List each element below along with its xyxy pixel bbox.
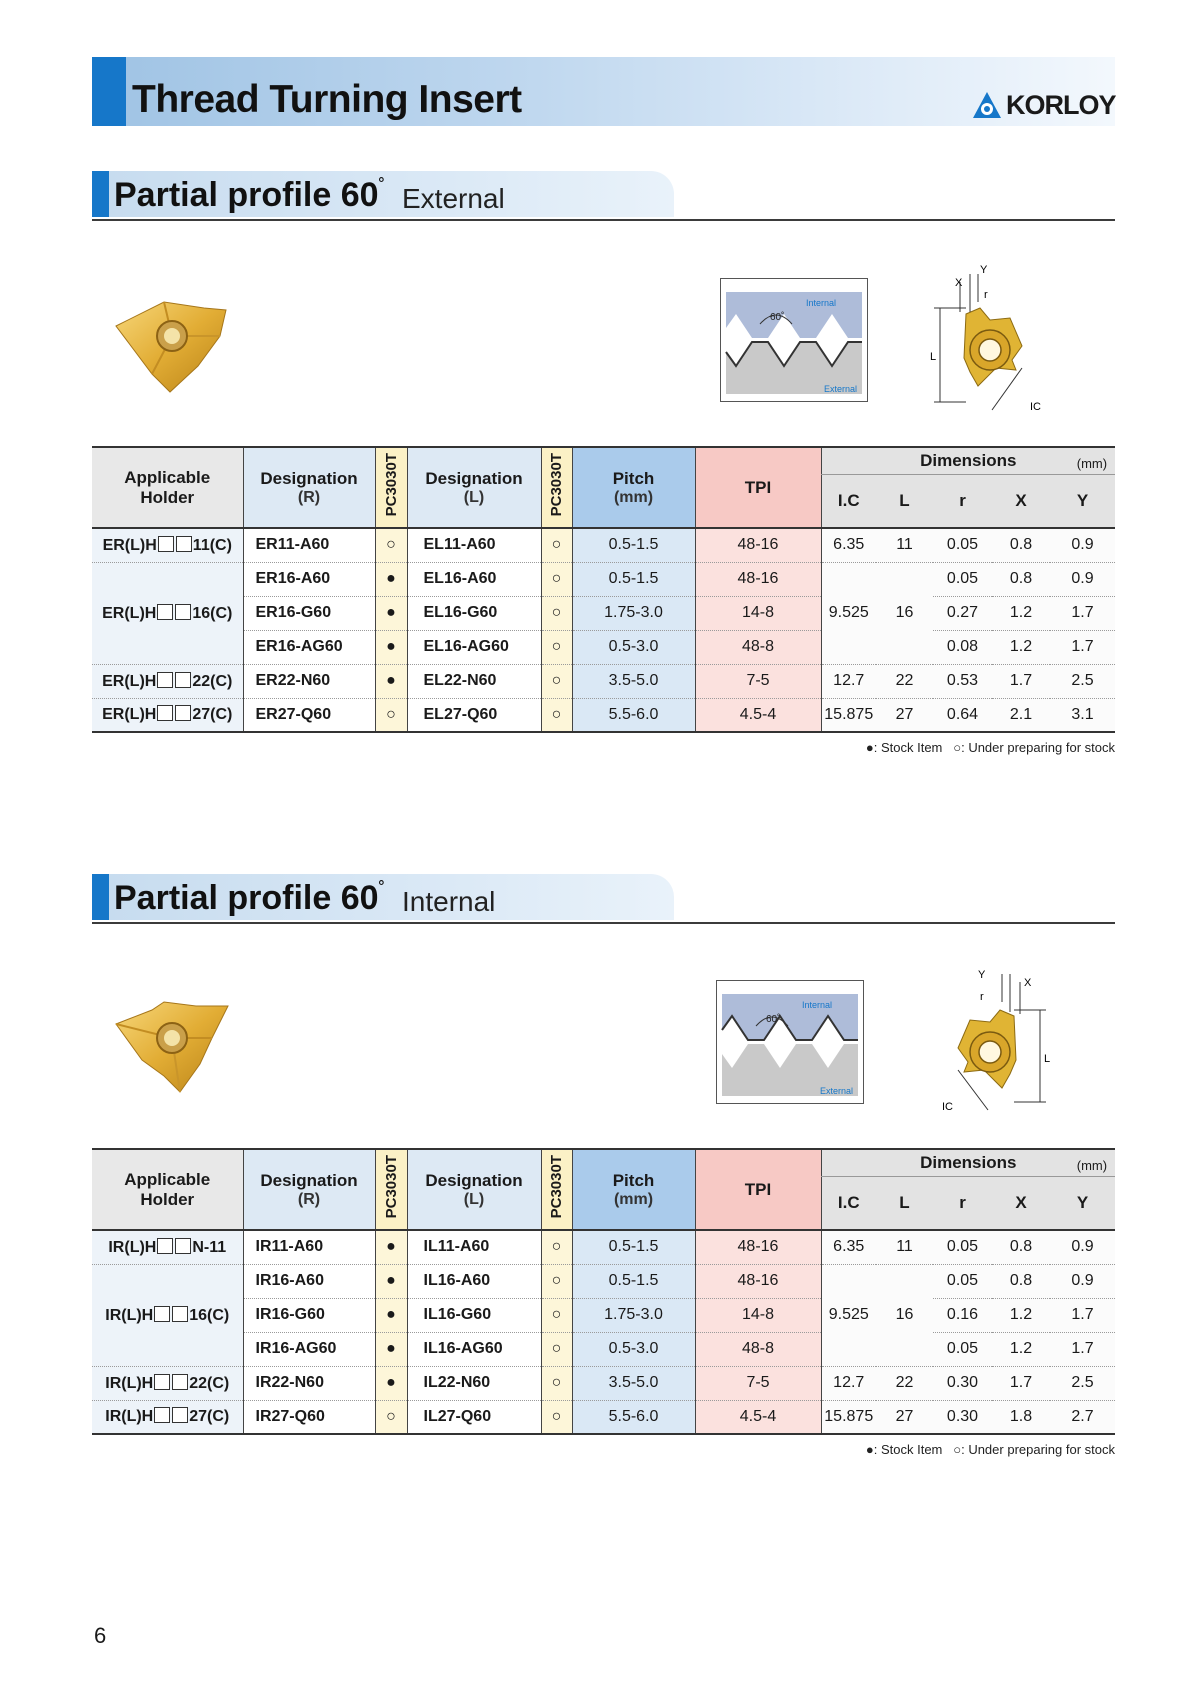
table-cell: 1.7	[1050, 1332, 1115, 1366]
table-row	[92, 698, 1115, 732]
stock-label: : Stock Item	[873, 740, 943, 755]
col-ic: I.C	[821, 1177, 876, 1231]
table-cell: 0.9	[1050, 1264, 1115, 1298]
angle-label: 60˚	[766, 1014, 781, 1025]
holder-cell: IR(L)H 16(C)	[92, 1264, 243, 1366]
section-heading	[114, 176, 385, 215]
table-cell: 6.35	[821, 1230, 876, 1264]
table-row	[92, 1332, 1115, 1366]
table-cell: 1.7	[992, 664, 1050, 698]
table-cell: 0.05	[933, 528, 992, 562]
table-cell: 0.05	[933, 562, 992, 596]
table-cell: IL16-A60	[407, 1264, 541, 1298]
table-cell: 16	[876, 1264, 933, 1366]
table-cell: 0.9	[1050, 1230, 1115, 1264]
table-cell: EL16-G60	[407, 596, 541, 630]
table-cell: IL16-G60	[407, 1298, 541, 1332]
table-cell: 4.5-4	[695, 1400, 821, 1434]
table-row	[92, 562, 1115, 596]
table-cell: 0.53	[933, 664, 992, 698]
table-cell: ○	[375, 698, 407, 732]
table-cell: ●	[375, 562, 407, 596]
table-cell: 0.5-3.0	[572, 630, 695, 664]
table-cell: 0.8	[992, 562, 1050, 596]
holder-cell: ER(L)H 16(C)	[92, 562, 243, 664]
table-cell: IR16-AG60	[243, 1332, 375, 1366]
col-holder: Applicable Holder	[92, 447, 243, 528]
table-cell: IL11-A60	[407, 1230, 541, 1264]
table-cell: 0.27	[933, 596, 992, 630]
table-cell: 3.5-5.0	[572, 664, 695, 698]
table-cell: 0.9	[1050, 528, 1115, 562]
table-cell: 3.1	[1050, 698, 1115, 732]
table-cell: 0.5-3.0	[572, 1332, 695, 1366]
table-cell: ●	[375, 1264, 407, 1298]
prep-label: : Under preparing for stock	[961, 1442, 1115, 1457]
table-cell: 48-16	[695, 1264, 821, 1298]
table-cell: 0.05	[933, 1230, 992, 1264]
table-row	[92, 1264, 1115, 1298]
table-cell: IR27-Q60	[243, 1400, 375, 1434]
thread-diagram-external	[720, 278, 868, 402]
table-cell: IR16-A60	[243, 1264, 375, 1298]
dim-label-y: Y	[980, 264, 988, 276]
table-cell: 0.08	[933, 630, 992, 664]
table-cell: 2.5	[1050, 1366, 1115, 1400]
table-cell: 0.5-1.5	[572, 1264, 695, 1298]
table-cell: EL27-Q60	[407, 698, 541, 732]
insert-photo-internal	[112, 998, 230, 1098]
internal-label: Internal	[806, 298, 837, 308]
col-tpi: TPI	[695, 447, 821, 528]
table-cell: EL22-N60	[407, 664, 541, 698]
table-cell: ER16-AG60	[243, 630, 375, 664]
table-cell: 0.64	[933, 698, 992, 732]
table-cell: 16	[876, 562, 933, 664]
table-cell: ER16-A60	[243, 562, 375, 596]
table-cell: 11	[876, 1230, 933, 1264]
table-cell: 12.7	[821, 1366, 876, 1400]
col-l: L	[876, 475, 933, 529]
table-cell: ○	[541, 630, 572, 664]
table-cell: ●	[375, 1298, 407, 1332]
col-y: Y	[1050, 1177, 1115, 1231]
col-x: X	[992, 475, 1050, 529]
holder-cell: ER(L)H 27(C)	[92, 698, 243, 732]
prep-label: : Under preparing for stock	[961, 740, 1115, 755]
holder-cell: ER(L)H 22(C)	[92, 664, 243, 698]
col-y: Y	[1050, 475, 1115, 529]
korloy-logo-icon	[972, 91, 1002, 119]
table-cell: 48-16	[695, 562, 821, 596]
table-cell: ER22-N60	[243, 664, 375, 698]
table-cell: 11	[876, 528, 933, 562]
table-cell: 15.875	[821, 1400, 876, 1434]
col-designation-l: Designation (L)	[407, 1149, 541, 1230]
external-label: External	[820, 1086, 854, 1096]
table-cell: ●	[375, 664, 407, 698]
table-cell: EL16-A60	[407, 562, 541, 596]
col-dimensions: Dimensions (mm)	[821, 447, 1115, 475]
table-cell: ○	[541, 1230, 572, 1264]
internal-label: Internal	[802, 1000, 833, 1010]
table-cell: ER27-Q60	[243, 698, 375, 732]
table-cell: EL16-AG60	[407, 630, 541, 664]
table-row	[92, 1230, 1115, 1264]
section-external-title	[92, 171, 1115, 221]
dim-label-l: L	[930, 351, 937, 363]
unit-label: (mm)	[1076, 456, 1108, 471]
stock-icon: ●	[865, 1442, 874, 1457]
holder-cell: IR(L)H 22(C)	[92, 1366, 243, 1400]
col-grade-l: PC3030T	[541, 1149, 572, 1230]
table-cell: 0.05	[933, 1264, 992, 1298]
table-row	[92, 1400, 1115, 1434]
dim-label-l: L	[1044, 1053, 1051, 1065]
degree-mark: ˚	[378, 879, 386, 902]
table-row	[92, 1366, 1115, 1400]
table-cell: ●	[375, 1366, 407, 1400]
table-row	[92, 596, 1115, 630]
col-tpi: TPI	[695, 1149, 821, 1230]
table-cell: 0.8	[992, 1230, 1050, 1264]
table-cell: 48-16	[695, 528, 821, 562]
col-grade-r: PC3030T	[375, 447, 407, 528]
table-cell: 48-8	[695, 630, 821, 664]
table-cell: 1.7	[1050, 596, 1115, 630]
holder-cell: IR(L)H 27(C)	[92, 1400, 243, 1434]
insert-dimension-drawing-external	[920, 262, 1060, 414]
table-cell: 1.2	[992, 630, 1050, 664]
prep-icon: ○	[953, 740, 962, 755]
table-cell: ○	[375, 1400, 407, 1434]
external-label: External	[824, 384, 858, 394]
spec-table-external	[92, 446, 1115, 733]
table-cell: ○	[541, 1298, 572, 1332]
page-number: 6	[94, 1623, 107, 1648]
table-cell: IL22-N60	[407, 1366, 541, 1400]
insert-photo-external	[112, 296, 230, 396]
table-cell: 15.875	[821, 698, 876, 732]
table-cell: 1.2	[992, 596, 1050, 630]
table-cell: ○	[541, 1400, 572, 1434]
dim-label-r: r	[980, 991, 984, 1003]
table-cell: 1.8	[992, 1400, 1050, 1434]
col-r: r	[933, 475, 992, 529]
table-cell: 4.5-4	[695, 698, 821, 732]
table-cell: 48-8	[695, 1332, 821, 1366]
table-cell: 2.5	[1050, 664, 1115, 698]
table-cell: 1.75-3.0	[572, 1298, 695, 1332]
table-cell: IL16-AG60	[407, 1332, 541, 1366]
table-cell: ○	[375, 528, 407, 562]
col-grade-l: PC3030T	[541, 447, 572, 528]
table-cell: 2.7	[1050, 1400, 1115, 1434]
stock-icon: ●	[865, 740, 874, 755]
col-pitch: Pitch (mm)	[572, 1149, 695, 1230]
section-bar	[92, 171, 109, 217]
table-cell: 1.7	[992, 1366, 1050, 1400]
section-bar	[92, 874, 109, 920]
unit-label: (mm)	[1076, 1158, 1108, 1173]
table-cell: 2.1	[992, 698, 1050, 732]
table-cell: IR11-A60	[243, 1230, 375, 1264]
col-ic: I.C	[821, 475, 876, 529]
insert-dimension-drawing-internal	[920, 962, 1060, 1114]
table-cell: 1.2	[992, 1332, 1050, 1366]
degree-mark: ˚	[378, 176, 386, 199]
col-designation-l: Designation (L)	[407, 447, 541, 528]
col-r: r	[933, 1177, 992, 1231]
col-pitch: Pitch (mm)	[572, 447, 695, 528]
section-heading	[114, 879, 385, 918]
table-cell: 7-5	[695, 664, 821, 698]
table-cell: ●	[375, 1230, 407, 1264]
table-cell: IR22-N60	[243, 1366, 375, 1400]
table-cell: 48-16	[695, 1230, 821, 1264]
col-l: L	[876, 1177, 933, 1231]
section-subtitle: Internal	[402, 886, 496, 917]
col-dimensions: Dimensions (mm)	[821, 1149, 1115, 1177]
table-cell: IR16-G60	[243, 1298, 375, 1332]
table-cell: 14-8	[695, 1298, 821, 1332]
section-internal-title	[92, 874, 1115, 924]
table-cell: IL27-Q60	[407, 1400, 541, 1434]
table-row	[92, 664, 1115, 698]
table-cell: ○	[541, 1264, 572, 1298]
legend-internal	[866, 1442, 1115, 1457]
holder-cell: ER(L)H 11(C)	[92, 528, 243, 562]
col-holder: Applicable Holder	[92, 1149, 243, 1230]
table-cell: 1.7	[1050, 1298, 1115, 1332]
table-cell: 0.8	[992, 528, 1050, 562]
table-cell: 12.7	[821, 664, 876, 698]
table-cell: ○	[541, 698, 572, 732]
table-cell: 0.8	[992, 1264, 1050, 1298]
spec-table-internal	[92, 1148, 1115, 1435]
table-cell: 0.5-1.5	[572, 562, 695, 596]
dim-label-y: Y	[978, 969, 986, 981]
dim-label-x: X	[955, 277, 963, 289]
table-cell: ○	[541, 1366, 572, 1400]
angle-label: 60˚	[770, 312, 785, 323]
stock-label: : Stock Item	[873, 1442, 943, 1457]
table-cell: 22	[876, 664, 933, 698]
table-cell: 0.05	[933, 1332, 992, 1366]
table-cell: 0.16	[933, 1298, 992, 1332]
table-row	[92, 528, 1115, 562]
table-cell: ER16-G60	[243, 596, 375, 630]
col-designation-r: Designation (R)	[243, 1149, 375, 1230]
table-cell: 0.5-1.5	[572, 1230, 695, 1264]
header-accent	[92, 57, 126, 126]
legend-external	[866, 740, 1115, 755]
table-cell: ○	[541, 596, 572, 630]
table-cell: ○	[541, 562, 572, 596]
section-subtitle: External	[402, 183, 505, 214]
section-heading-text: Partial profile 60	[114, 879, 379, 917]
table-row	[92, 1298, 1115, 1332]
table-cell: ●	[375, 630, 407, 664]
table-cell: 0.30	[933, 1400, 992, 1434]
table-cell: ○	[541, 528, 572, 562]
table-cell: 0.5-1.5	[572, 528, 695, 562]
table-cell: 0.30	[933, 1366, 992, 1400]
table-cell: 22	[876, 1366, 933, 1400]
col-x: X	[992, 1177, 1050, 1231]
table-cell: 14-8	[695, 596, 821, 630]
table-cell: ●	[375, 1332, 407, 1366]
prep-icon: ○	[953, 1442, 962, 1457]
table-cell: 27	[876, 1400, 933, 1434]
holder-cell: IR(L)H N-11	[92, 1230, 243, 1264]
table-cell: 0.9	[1050, 562, 1115, 596]
brand-logo	[972, 90, 1116, 120]
page-title: Thread Turning Insert	[132, 78, 522, 121]
brand-name: KORLOY	[1006, 89, 1116, 120]
dim-label-ic: IC	[1030, 401, 1041, 413]
table-cell: 27	[876, 698, 933, 732]
table-cell: 1.2	[992, 1298, 1050, 1332]
table-cell: 1.75-3.0	[572, 596, 695, 630]
table-cell: 9.525	[821, 562, 876, 664]
table-cell: 6.35	[821, 528, 876, 562]
table-cell: 5.5-6.0	[572, 698, 695, 732]
table-cell: 5.5-6.0	[572, 1400, 695, 1434]
table-cell: ○	[541, 664, 572, 698]
table-cell: ●	[375, 596, 407, 630]
dim-label-r: r	[984, 289, 988, 301]
dim-label-x: X	[1024, 977, 1032, 989]
table-cell: EL11-A60	[407, 528, 541, 562]
table-cell: 7-5	[695, 1366, 821, 1400]
col-designation-r: Designation (R)	[243, 447, 375, 528]
table-cell: 9.525	[821, 1264, 876, 1366]
thread-diagram-internal	[716, 980, 864, 1104]
table-cell: 3.5-5.0	[572, 1366, 695, 1400]
table-cell: ER11-A60	[243, 528, 375, 562]
table-cell: 1.7	[1050, 630, 1115, 664]
col-grade-r: PC3030T	[375, 1149, 407, 1230]
dim-label-ic: IC	[942, 1101, 953, 1113]
table-row	[92, 630, 1115, 664]
section-heading-text: Partial profile 60	[114, 176, 379, 214]
table-cell: ○	[541, 1332, 572, 1366]
